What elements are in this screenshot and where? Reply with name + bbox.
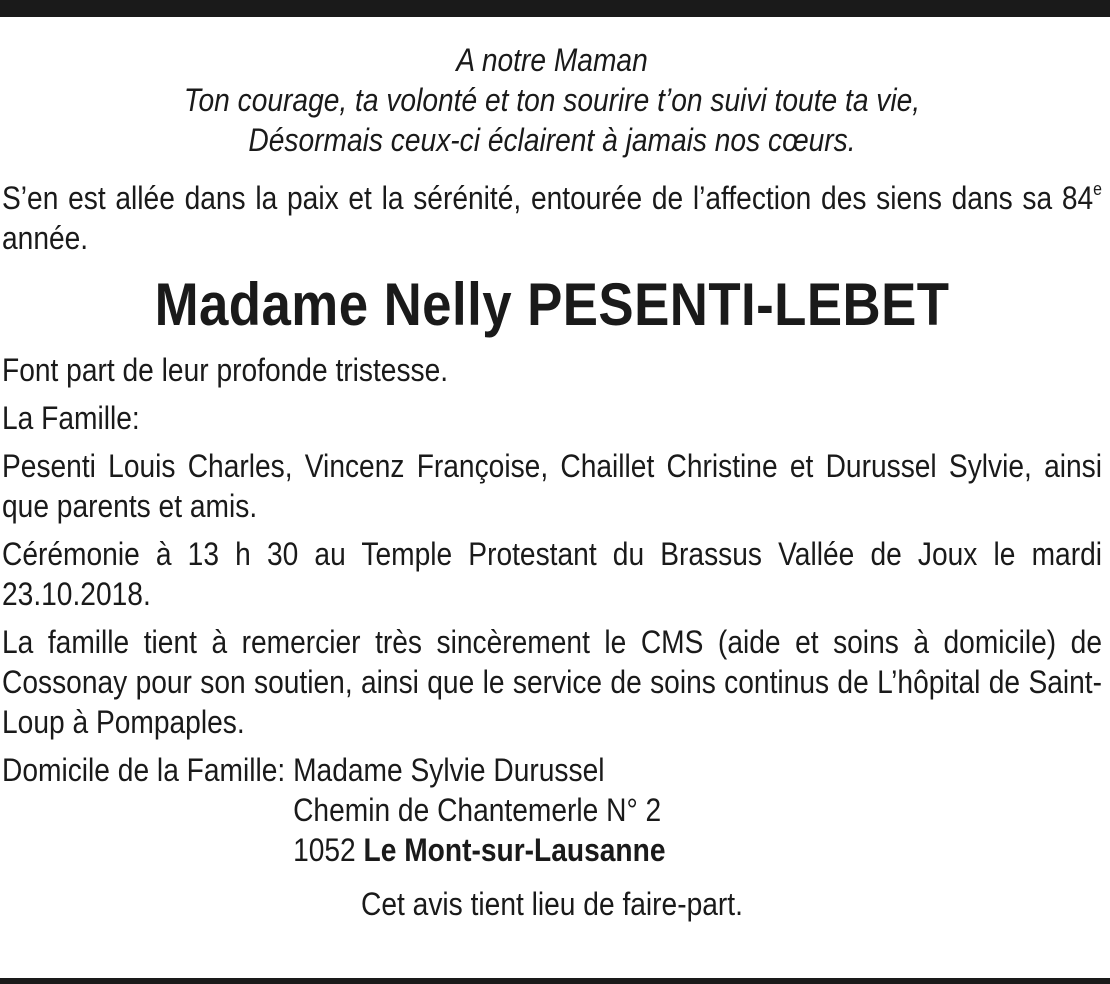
address-label: Domicile de la Famille:: [2, 752, 294, 788]
intro-paragraph: [2, 178, 1102, 258]
intro-superscript: e: [1093, 179, 1102, 199]
address-street: Chemin de Chantemerle N° 2: [293, 792, 662, 828]
bottom-rule: [0, 978, 1110, 984]
top-rule: [0, 0, 1110, 17]
dedication-line-3: Désormais ceux-ci éclairent à jamais nos cœurs.: [248, 122, 856, 158]
dedication-line-2: Ton courage, ta volonté et ton sourire t’on suivi toute ta vie,: [183, 82, 921, 118]
ceremony-info: Cérémonie à 13 h 30 au Temple Protestant du Brassus Vallée de Joux le mardi 23.10.2018.: [2, 536, 1102, 612]
dedication-line-1: A notre Maman: [456, 42, 648, 78]
intro-suffix: année.: [2, 220, 89, 256]
family-label: La Famille:: [2, 400, 140, 436]
deceased-name: Madame Nelly PESENTI-LEBET: [154, 271, 950, 338]
dedication-verse: [2, 40, 1102, 160]
address-lines: [293, 750, 665, 870]
thanks-paragraph: La famille tient à remercier très sincèrement le CMS (aide et soins à domicile) de Cossonay pour son soutien, ainsi que le service de soins continus de L’hôpital de Saint-Loup à Pompaples.: [2, 624, 1102, 740]
address-city-line: [293, 830, 665, 870]
intro-text: S’en est allée dans la paix et la sérénité, entourée de l’affection des siens dans sa 84: [2, 180, 1094, 216]
address-postcode: 1052: [293, 832, 356, 868]
closing-note: Cet avis tient lieu de faire-part.: [361, 886, 743, 922]
obituary-notice: [2, 40, 1102, 924]
family-members: Pesenti Louis Charles, Vincenz Françoise, Chaillet Christine et Durussel Sylvie, ainsi que parents et amis.: [2, 448, 1102, 524]
family-address: [2, 750, 1102, 870]
address-city: Le Mont-sur-Lausanne: [363, 832, 666, 868]
address-name: Madame Sylvie Durussel: [293, 752, 605, 788]
announcement: Font part de leur profonde tristesse.: [2, 352, 449, 388]
